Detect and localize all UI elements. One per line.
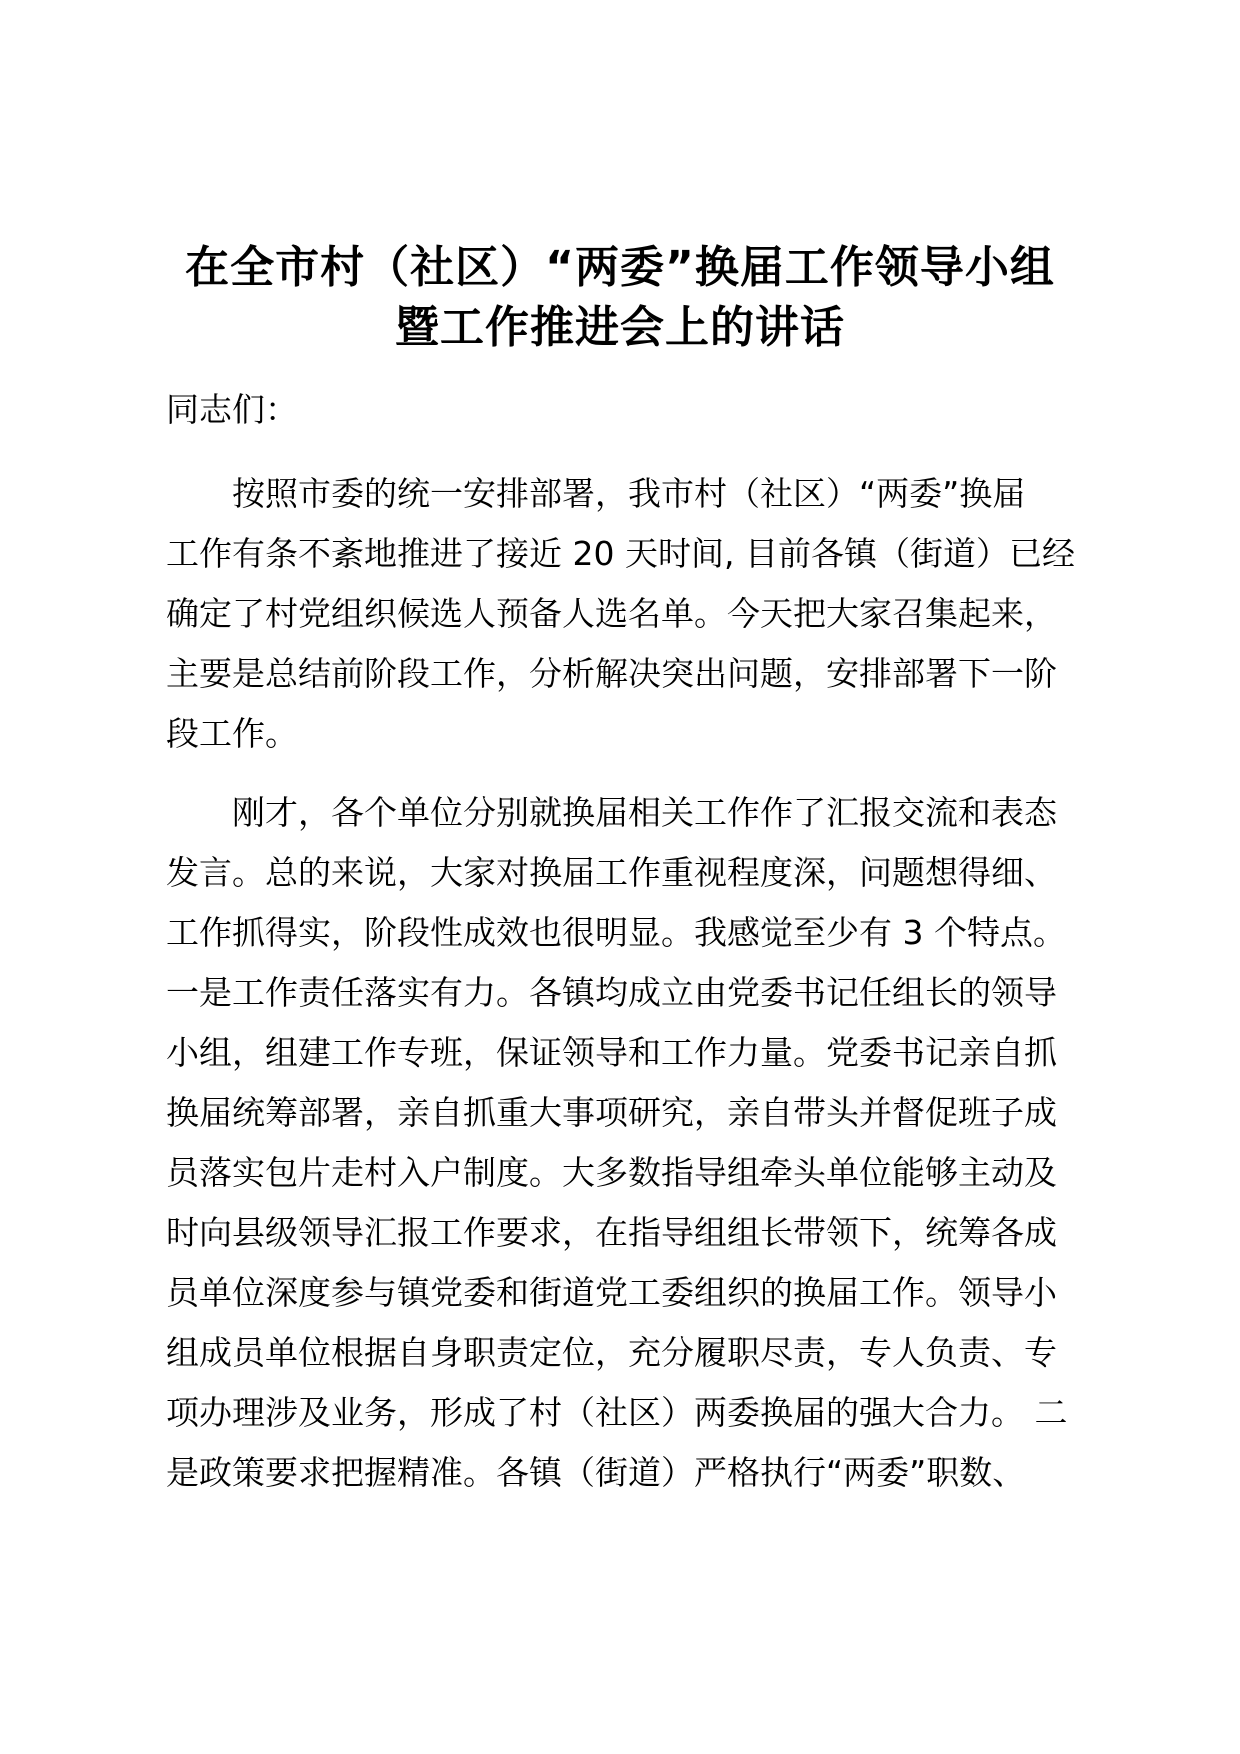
text-line: 时向县级领导汇报工作要求，在指导组组长带领下，统筹各成 [166, 1213, 1057, 1252]
text-line: 确定了村党组织候选人预备人选名单。今天把大家召集起来， [166, 594, 1057, 633]
text-line: 工作抓得实，阶段性成效也很明显。我感觉至少有 3 个特点。 [166, 913, 1066, 952]
text-line: 小组，组建工作专班，保证领导和工作力量。党委书记亲自抓 [166, 1033, 1057, 1072]
paragraph-2 [166, 783, 1076, 1503]
salutation: 同志们： [166, 390, 298, 429]
text-line: 员落实包片走村入户制度。大多数指导组牵头单位能够主动及 [166, 1153, 1057, 1192]
text-line: 主要是总结前阶段工作，分析解决突出问题，安排部署下一阶 [166, 654, 1057, 693]
text-line: 段工作。 [166, 714, 298, 753]
text-line: 一是工作责任落实有力。各镇均成立由党委书记任组长的领导 [166, 973, 1057, 1012]
paragraph-1 [166, 464, 1076, 764]
text-line: 项办理涉及业务，形成了村（社区）两委换届的强大合力。 二 [166, 1393, 1068, 1432]
text-line: 换届统筹部署，亲自抓重大事项研究，亲自带头并督促班子成 [166, 1093, 1057, 1132]
text-line: 刚才，各个单位分别就换届相关工作作了汇报交流和表态 [166, 793, 1057, 832]
text-line: 按照市委的统一安排部署，我市村（社区）“两委”换届 [166, 474, 1026, 513]
text-line: 是政策要求把握精准。各镇（街道）严格执行“两委”职数、 [166, 1453, 1026, 1492]
title-line: 暨工作推进会上的讲话 [395, 302, 845, 353]
title-line: 在全市村（社区）“两委”换届工作领导小组 [185, 242, 1055, 293]
text-line: 发言。总的来说，大家对换届工作重视程度深，问题想得细、 [166, 853, 1057, 892]
text-line: 组成员单位根据自身职责定位，充分履职尽责，专人负责、专 [166, 1333, 1057, 1372]
document-title [160, 238, 1080, 358]
text-line: 工作有条不紊地推进了接近 20 天时间, 目前各镇（街道）已经 [166, 534, 1075, 573]
text-line: 员单位深度参与镇党委和街道党工委组织的换届工作。领导小 [166, 1273, 1057, 1312]
